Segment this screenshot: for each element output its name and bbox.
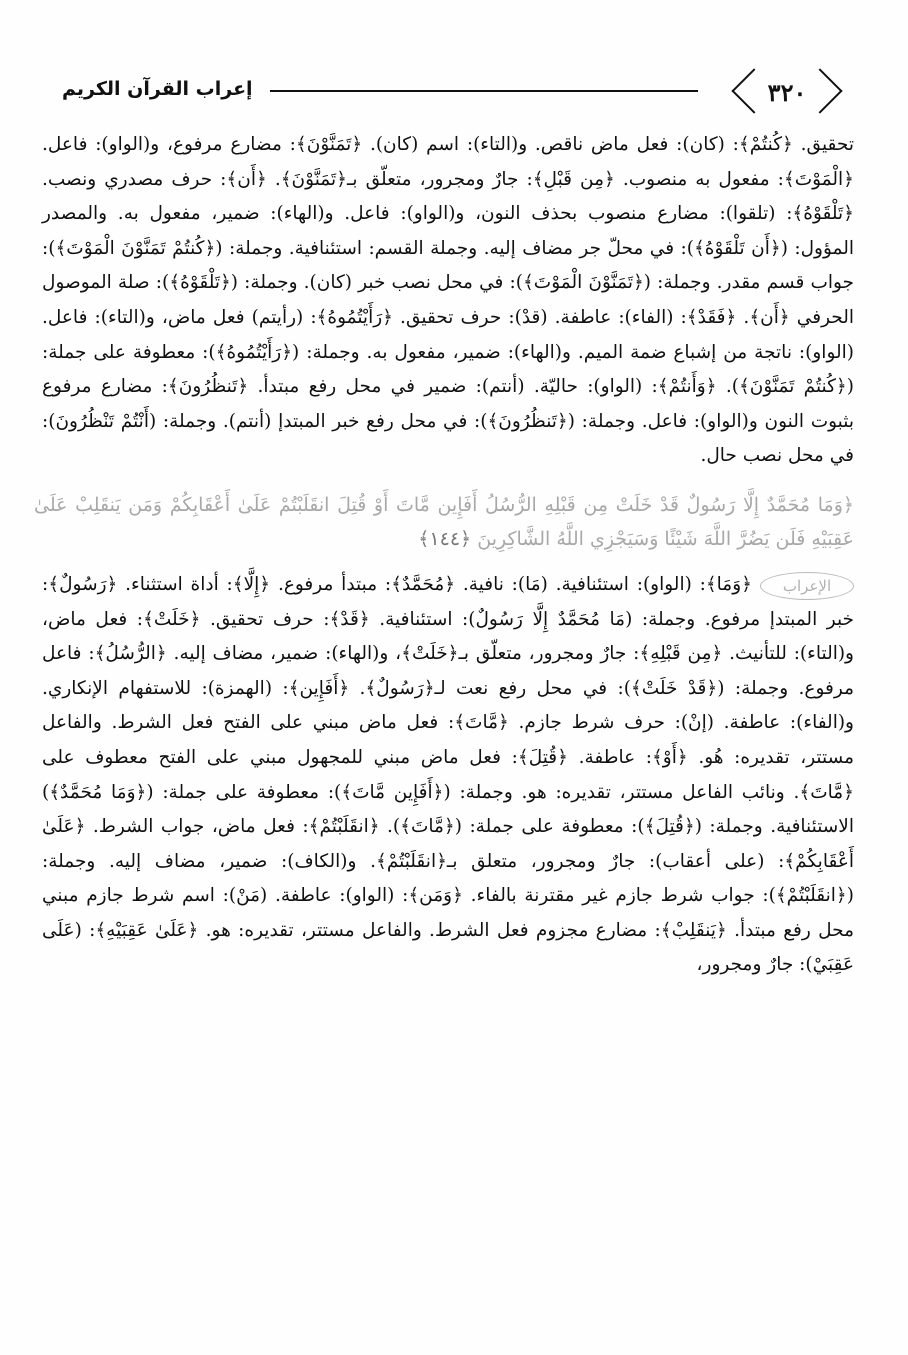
verse-number: ١٤٤ xyxy=(429,527,461,550)
irab-section-label: الإعراب xyxy=(760,572,854,600)
book-title: إعراب القرآن الكريم xyxy=(62,78,253,100)
page-header xyxy=(40,72,868,112)
verse-text: ﴿وَمَا مُحَمَّدٌ إِلَّا رَسُولٌ قَدْ خَلَتْ مِن قَبْلِهِ الرُّسُلُ أَفَإِين مَّاتَ أَوْ قُتِلَ انقَلَبْتُمْ عَلَىٰ أَعْقَابِكُمْ وَمَن يَنقَلِبْ عَلَىٰ عَقِبَيْهِ فَلَن يَضُرَّ اللَّهَ شَيْئًا وَسَيَجْزِي اللَّهُ الشَّاكِرِينَ xyxy=(34,493,854,550)
page-number: ٣٢٠ xyxy=(746,72,828,112)
irab-paragraph-2: ﴿وَمَا﴾: (الواو): استئنافية. (مَا): نافية. ﴿مُحَمَّدٌ﴾: مبتدأ مرفوع. ﴿إِلَّا﴾: أداة استثناء. ﴿رَسُولٌ﴾: خبر المبتدإ مرفوع. وجملة: (مَا مُحَمَّدٌ إِلَّا رَسُولٌ): استئنافية. ﴿قَدْ﴾: حرف تحقيق. ﴿خَلَتْ﴾: فعل ماض، و(التاء): للتأنيث. ﴿مِن قَبْلِهِ﴾: جارٌ ومجرور، متعلّق بـ﴿خَلَتْ﴾، و(الهاء): ضمير، مضاف إليه. ﴿الرُّسُلُ﴾: فاعل مرفوع. وجملة: (﴿قَدْ خَلَتْ﴾): في محل رفع نعت لـ﴿رَسُولٌ﴾. ﴿أَفَإِين﴾: (الهمزة): للاستفهام الإنكاري. و(الفاء): عاطفة. (إنْ): حرف شرط جازم. ﴿مَّاتَ﴾: فعل ماض مبني على الفتح فعل الشرط. والفاعل مستتر، تقديره: هُو. ﴿أَوْ﴾: عاطفة. ﴿قُتِلَ﴾: فعل ماض مبني للمجهول مبني على الفتح معطوف على ﴿مَّاتَ﴾. ونائب الفاعل مستتر، تقديره: هو. وجملة: (﴿أَفَإِين مَّاتَ﴾): معطوفة على جملة: (﴿وَمَا مُحَمَّدٌ﴾) الاستئنافية. وجملة: (﴿قُتِلَ﴾): معطوفة على جملة: (﴿مَّاتَ﴾). ﴿انقَلَبْتُمْ﴾: فعل ماض، جواب الشرط. ﴿عَلَىٰ أَعْقَابِكُمْ﴾: (على أعقاب): جارٌ ومجرور، متعلق بـ﴿انقَلَبْتُمْ﴾. و(الكاف): ضمير، مضاف إليه. وجملة: (﴿انقَلَبْتُمْ﴾): جواب شرط جازم غير مقترنة بالفاء. ﴿وَمَن﴾: (الواو): عاطفة. (مَنْ): اسم شرط جازم مبني محل رفع مبتدأ. ﴿يَنقَلِبْ﴾: مضارع مجزوم فعل الشرط. والفاعل مستتر، تقديره: هو. ﴿عَلَىٰ عَقِبَيْهِ﴾: (عَلَى عَقِبَيْ): جارٌ ومجرور، xyxy=(42,573,854,976)
header-divider xyxy=(270,90,698,92)
verse-end-marker: ﴿١٤٤﴾ xyxy=(418,527,472,550)
quran-verse xyxy=(24,486,864,558)
page-content xyxy=(34,128,854,983)
irab-paragraph-1: تحقيق. ﴿كُنتُمْ﴾: (كان): فعل ماض ناقص. و(التاء): اسم (كان). ﴿تَمَنَّوْنَ﴾: مضارع مرفوع، و(الواو): فاعل. ﴿الْمَوْتَ﴾: مفعول به منصوب. ﴿مِن قَبْلِ﴾: جارٌ ومجرور، متعلّق بـ﴿تَمَنَّوْنَ﴾. ﴿أَن﴾: حرف مصدري ونصب. ﴿تَلْقَوْهُ﴾: (تلقوا): مضارع منصوب بحذف النون، و(الواو): فاعل. و(الهاء): ضمير، مفعول به. والمصدر المؤول: (﴿أَن تَلْقَوْهُ﴾): في محلّ جر مضاف إليه. وجملة القسم: استئنافية. وجملة: (﴿كُنتُمْ تَمَنَّوْنَ الْمَوْتَ﴾): جواب قسم مقدر. وجملة: (﴿تَمَنَّوْنَ الْمَوْتَ﴾): في محل نصب خبر (كان). وجملة: (﴿تَلْقَوْهُ﴾): صلة الموصول الحرفي ﴿أَن﴾. ﴿فَقَدْ﴾: (الفاء): عاطفة. (قدْ): حرف تحقيق. ﴿رَأَيْتُمُوهُ﴾: (رأيتم) فعل ماض، و(التاء): فاعل. (الواو): ناتجة من إشباع ضمة الميم. و(الهاء): ضمير، مفعول به. وجملة: (﴿رَأَيْتُمُوهُ﴾): معطوفة على جملة: (﴿كُنتُمْ تَمَنَّوْنَ﴾). ﴿وَأَنتُمْ﴾: (الواو): حاليّة. (أنتم): ضمير في محل رفع مبتدأ. ﴿تَنظُرُونَ﴾: مضارع مرفوع بثبوت النون و(الواو): فاعل. وجملة: (﴿تَنظُرُونَ﴾): في محل رفع خبر المبتدإ (أنتم). وجملة: (أَنْتُمْ تَنْظُرُونَ): في محل نصب حال. xyxy=(42,134,854,467)
